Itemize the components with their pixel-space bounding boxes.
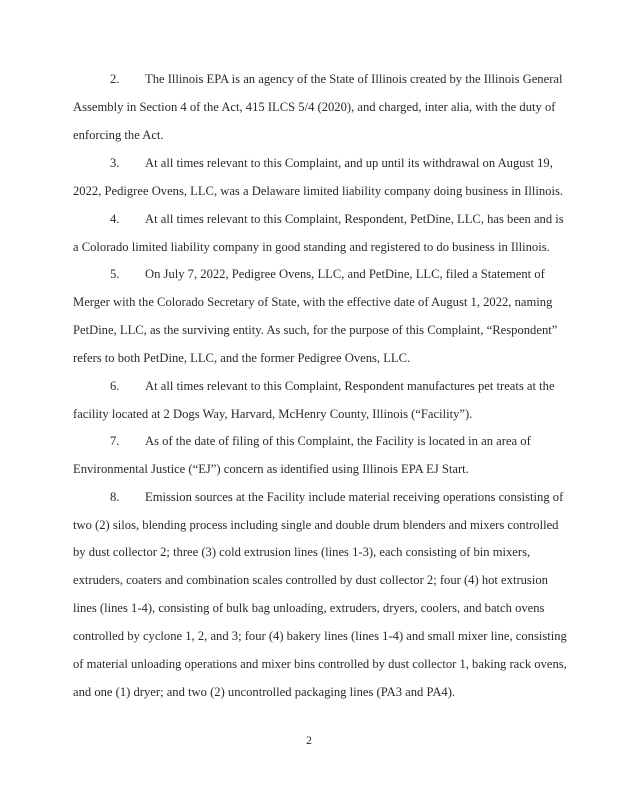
paragraph-number: 7. (110, 434, 120, 448)
paragraph-line: extruders, coaters and combination scales controlled by dust collector 2; four (4) hot extrusion (73, 573, 548, 587)
paragraph-line: Environmental Justice (“EJ”) concern as identified using Illinois EPA EJ Start. (73, 462, 469, 476)
paragraph-line: As of the date of filing of this Complaint, the Facility is located in an area of (145, 434, 531, 448)
paragraph-line: of material unloading operations and mixer bins controlled by dust collector 1, baking rack ovens, (73, 657, 567, 671)
paragraph-line: At all times relevant to this Complaint, Respondent manufactures pet treats at the (145, 379, 555, 393)
paragraph-line: Emission sources at the Facility include material receiving operations consisting of (145, 490, 564, 504)
paragraph-line: On July 7, 2022, Pedigree Ovens, LLC, and PetDine, LLC, filed a Statement of (145, 267, 545, 281)
paragraph-line: controlled by cyclone 1, 2, and 3; four (4) bakery lines (lines 1-4) and small mixer line, consisting (73, 629, 567, 643)
paragraph-line: Assembly in Section 4 of the Act, 415 ILCS 5/4 (2020), and charged, inter alia, with the duty of (73, 100, 556, 114)
paragraph-line: At all times relevant to this Complaint, Respondent, PetDine, LLC, has been and is (145, 212, 564, 226)
paragraph-line: enforcing the Act. (73, 128, 164, 142)
paragraph-line: refers to both PetDine, LLC, and the former Pedigree Ovens, LLC. (73, 351, 411, 365)
paragraph-number: 4. (110, 212, 120, 226)
paragraph-line: a Colorado limited liability company in good standing and registered to do business in Illinois. (73, 240, 550, 254)
paragraph-line: facility located at 2 Dogs Way, Harvard, McHenry County, Illinois (“Facility”). (73, 407, 473, 421)
paragraph-line: and one (1) dryer; and two (2) uncontrolled packaging lines (PA3 and PA4). (73, 685, 456, 699)
paragraph-line: At all times relevant to this Complaint, and up until its withdrawal on August 19, (145, 156, 553, 170)
paragraph-line: lines (lines 1-4), consisting of bulk bag unloading, extruders, dryers, coolers, and batch ovens (73, 601, 545, 615)
paragraph-line: Merger with the Colorado Secretary of State, with the effective date of August 1, 2022, naming (73, 295, 553, 309)
paragraph-line: by dust collector 2; three (3) cold extrusion lines (lines 1-3), each consisting of bin mixers, (73, 545, 531, 559)
page-number: 2 (306, 735, 312, 747)
paragraph-number: 8. (110, 490, 120, 504)
paragraph-number: 3. (110, 156, 120, 170)
paragraph-number: 6. (110, 379, 120, 393)
paragraph-line: two (2) silos, blending process including single and double drum blenders and mixers controlled (73, 518, 559, 532)
paragraph-line: 2022, Pedigree Ovens, LLC, was a Delaware limited liability company doing business in Illinois. (73, 184, 564, 198)
paragraph-number: 5. (110, 267, 120, 281)
paragraph-line: PetDine, LLC, as the surviving entity. As such, for the purpose of this Complaint, “Respondent” (73, 323, 558, 337)
paragraph-number: 2. (110, 72, 120, 86)
paragraph-line: The Illinois EPA is an agency of the State of Illinois created by the Illinois General (145, 72, 563, 86)
